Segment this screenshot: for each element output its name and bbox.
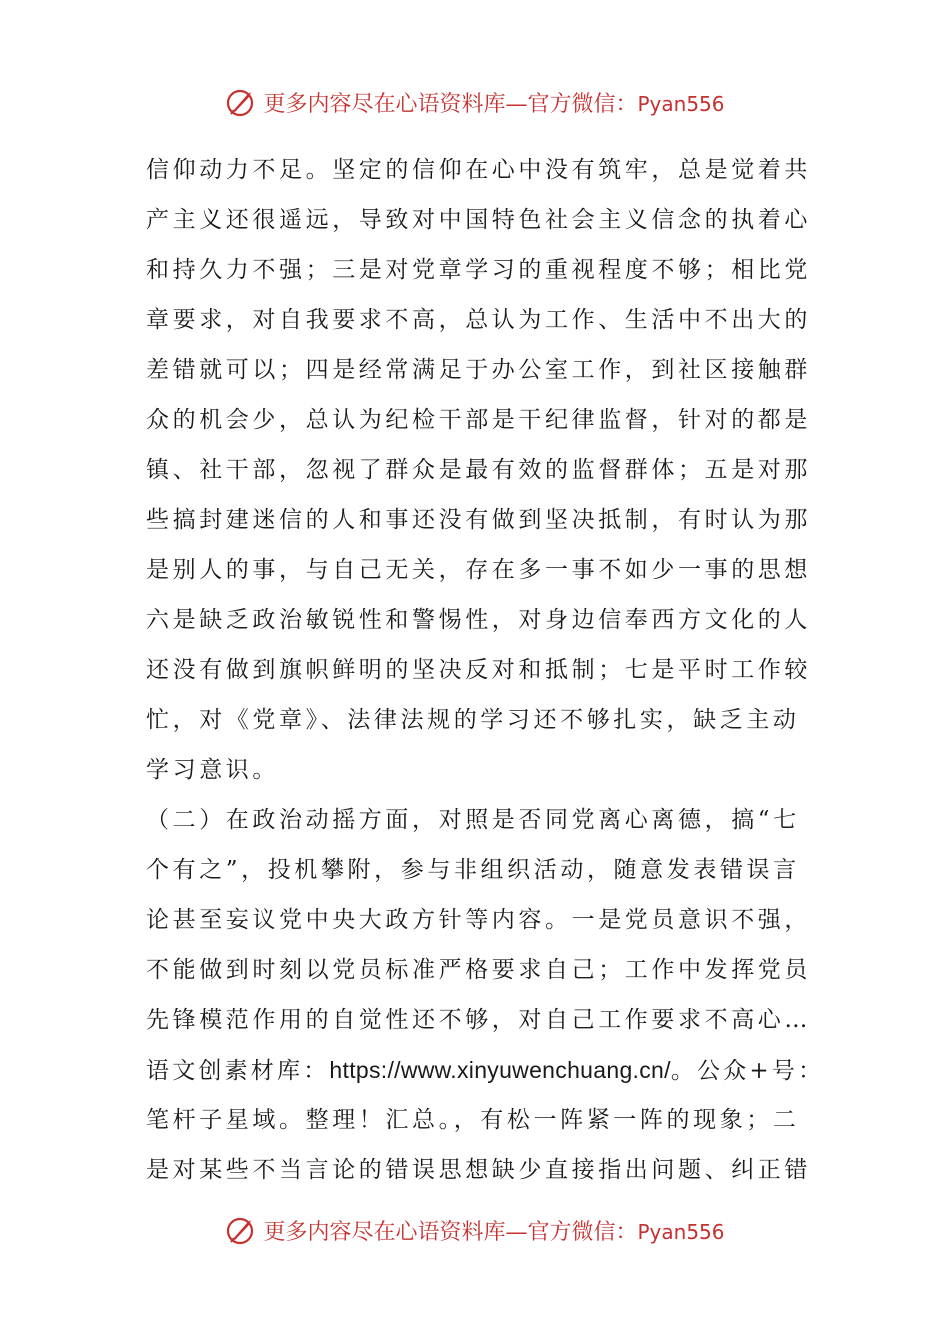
url-line (146, 1045, 826, 1095)
url-suffix: 。公众+号： (670, 1058, 825, 1084)
body-line: 是对某些不当言论的错误思想缺少直接指出问题、纠正错 (146, 1157, 811, 1183)
header-banner (0, 82, 950, 122)
pen-logo-icon (225, 86, 257, 118)
body-line: 章要求，对自我要求不高，总认为工作、生活中不出大的 (146, 307, 811, 333)
body-line: 和持久力不强；三是对党章学习的重视程度不够；相比党 (146, 257, 811, 283)
url-prefix: 语文创素材库： (146, 1058, 330, 1084)
header-banner-text: 更多内容尽在心语资料库—官方微信：Pyan556 (263, 91, 725, 117)
footer-wechat-id: Pyan556 (637, 1219, 725, 1244)
body-line: 不能做到时刻以党员标准严格要求自己；工作中发挥党员 (146, 957, 811, 983)
body-line: 还没有做到旗帜鲜明的坚决反对和抵制；七是平时工作较 (146, 657, 811, 683)
document-body (146, 145, 826, 1195)
body-line: 六是缺乏政治敏锐性和警惕性，对身边信奉西方文化的人 (146, 607, 811, 633)
body-line: 镇、社干部，忽视了群众是最有效的监督群体；五是对那 (146, 457, 811, 483)
body-line: 差错就可以；四是经常满足于办公室工作，到社区接触群 (146, 357, 811, 383)
body-line: 些搞封建迷信的人和事还没有做到坚决抵制，有时认为那 (146, 507, 811, 533)
body-line: 忙，对《党章》、法律法规的学习还不够扎实，缺乏主动 (146, 707, 800, 733)
pen-logo-icon (225, 1214, 257, 1246)
body-line: 笔杆子星域。整理！汇总。，有松一阵紧一阵的现象；二 (146, 1107, 800, 1133)
website-url: https://www.xinyuwenchuang.cn/ (329, 1057, 671, 1083)
body-line: 信仰动力不足。坚定的信仰在心中没有筑牢，总是觉着共 (146, 157, 811, 183)
body-line: 是别人的事，与自己无关，存在多一事不如少一事的思想 (146, 557, 811, 583)
footer-banner (0, 1210, 950, 1250)
body-line: 个有之”，投机攀附，参与非组织活动，随意发表错误言 (146, 857, 800, 883)
body-line: 论甚至妄议党中央大政方针等内容。一是党员意识不强， (146, 907, 811, 933)
body-line: 众的机会少，总认为纪检干部是干纪律监督，针对的都是 (146, 407, 811, 433)
body-line: 学习意识。 (146, 757, 279, 783)
body-line: 产主义还很遥远，导致对中国特色社会主义信念的执着心 (146, 207, 811, 233)
section-heading-line: （二）在政治动摇方面，对照是否同党离心离德，搞“七 (146, 807, 800, 833)
header-wechat-id: Pyan556 (637, 91, 725, 116)
body-line: 先锋模范作用的自觉性还不够，对自己工作要求不高心… (146, 1007, 811, 1033)
footer-banner-text: 更多内容尽在心语资料库—官方微信：Pyan556 (263, 1219, 725, 1245)
